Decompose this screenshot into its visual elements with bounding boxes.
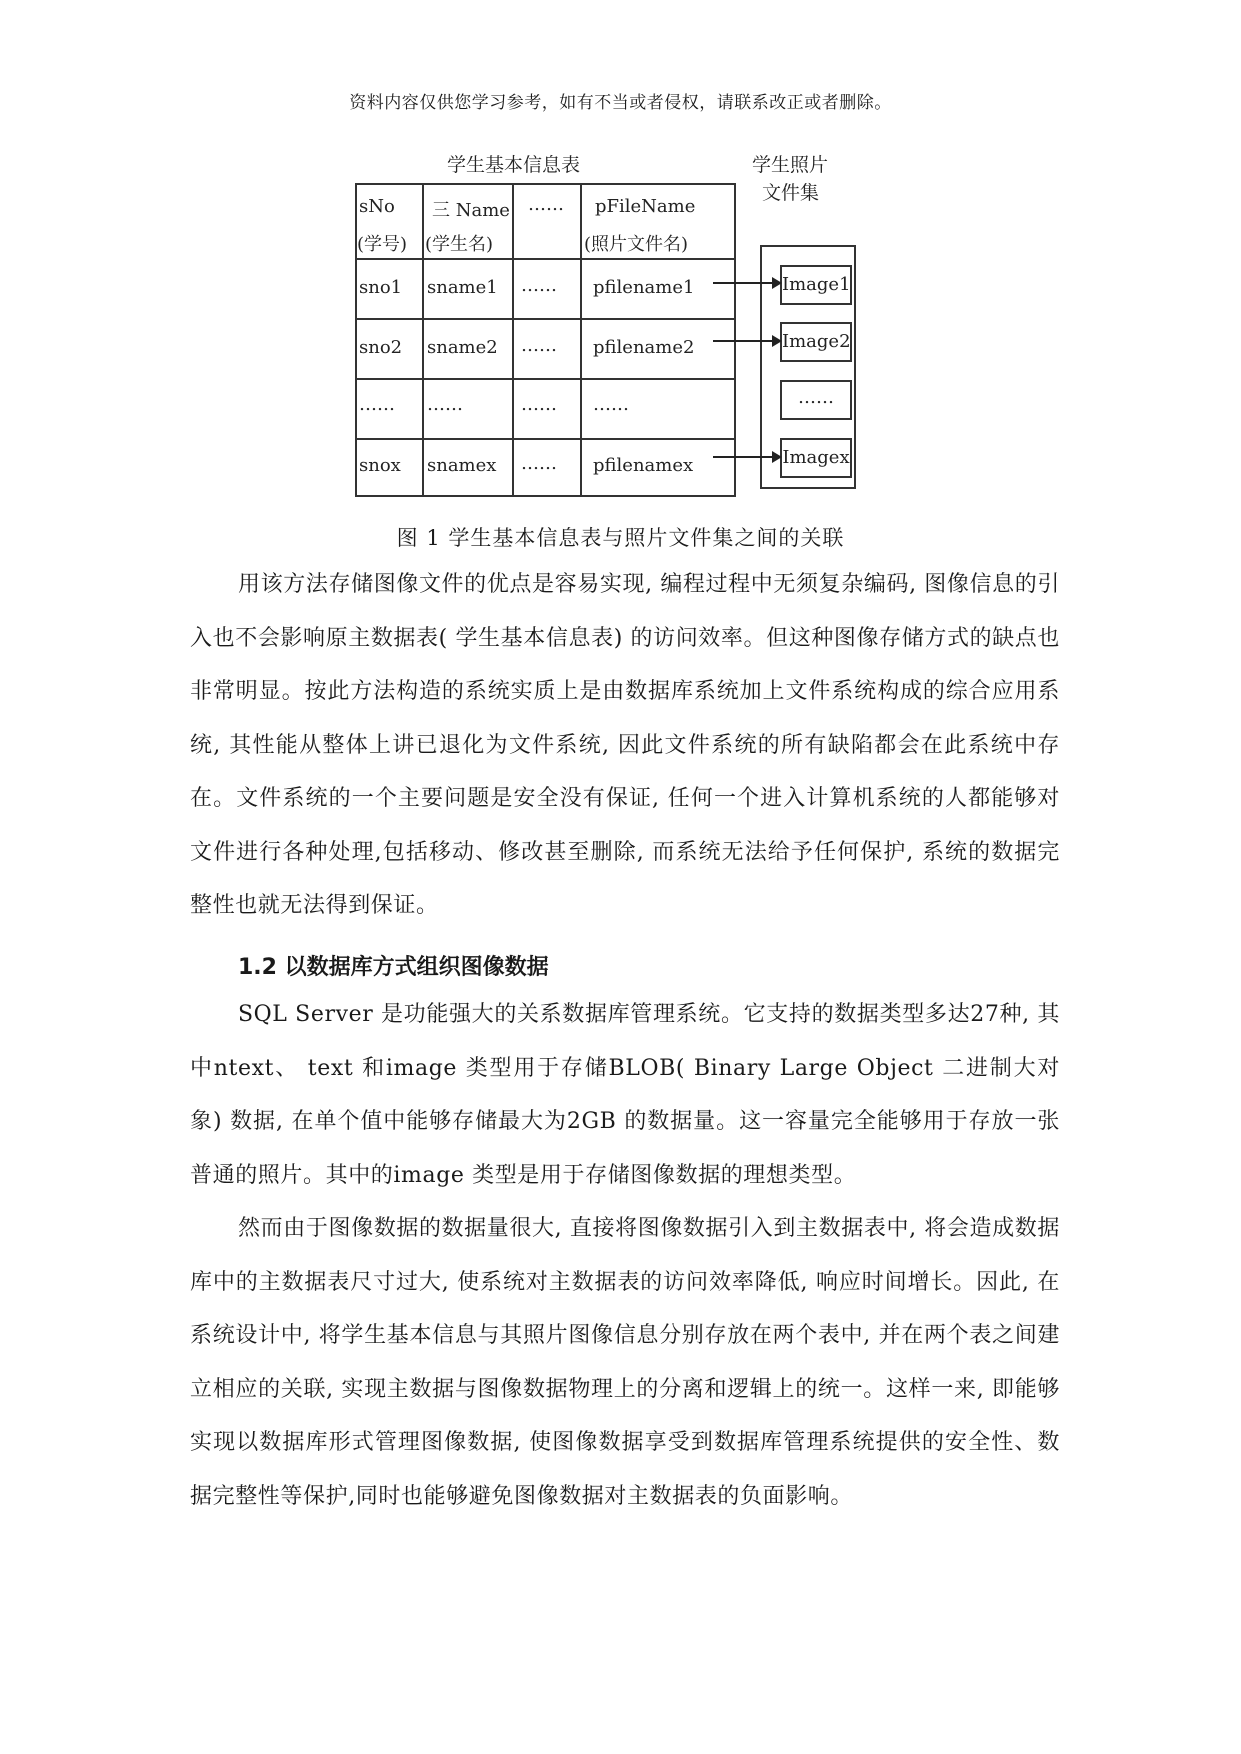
table-cell: ……: [521, 335, 557, 356]
table-border-top: [355, 183, 736, 185]
paragraph-1: 用该方法存储图像文件的优点是容易实现, 编程过程中无须复杂编码, 图像信息的引入也不会影响原主数据表( 学生基本信息表) 的访问效率。但这种图像存储方式的缺点也非常明显。按此方法构造的系统实质上是由数据库系统加上文件系统构成的综合应用系统, 其性能从整体上讲已退化为文件系统, 因此文件系统的所有缺陷都会在此系统中存在。文件系统的一个主要问题是安全没有保证, 任何一个进入计算机系统的人都能够对文件进行各种处理,包括移动、修改甚至删除, 而系统无法给予任何保护, 系统的数据完整性也就无法得到保证。: [190, 572, 1060, 918]
fileset-title-line2: 文件集: [762, 182, 820, 204]
header-cell: pFileName: [595, 196, 696, 217]
arrow-head-icon: [772, 451, 782, 463]
table-cell: ……: [593, 394, 629, 415]
table-rule: [355, 438, 736, 440]
table-cell: ……: [521, 275, 557, 296]
file-box: ……: [780, 380, 852, 420]
paragraph-2: SQL Server 是功能强大的关系数据库管理系统。它支持的数据类型多达27种, 其中ntext、 text 和image 类型用于存储BLOB( Binary Large Object 二进制大对象) 数据, 在单个值中能够存储最大为2GB 的数据量。这一容量完全能够用于存放一张普通的照片。其中的image 类型是用于存储图像数据的理想类型。: [190, 1002, 1060, 1188]
table-title: 学生基本信息表: [447, 154, 581, 176]
table-cell: ……: [521, 394, 557, 415]
arrow-line: [713, 456, 773, 458]
fileset-title-line1: 学生照片: [752, 154, 829, 176]
arrow-line: [713, 282, 773, 284]
table-border-bottom: [355, 495, 736, 497]
table-cell: pfilename2: [593, 337, 695, 358]
arrow-head-icon: [772, 277, 782, 289]
table-rule: [355, 378, 736, 380]
paragraph-3: 然而由于图像数据的数据量很大, 直接将图像数据引入到主数据表中, 将会造成数据库中的主数据表尺寸过大, 使系统对主数据表的访问效率降低, 响应时间增长。因此, 在系统设计中, 将学生基本信息与其照片图像信息分别存放在两个表中, 并在两个表之间建立相应的关联, 实现主数据与图像数据物理上的分离和逻辑上的统一。这样一来, 即能够实现以数据库形式管理图像数据, 使图像数据享受到数据库管理系统提供的安全性、数据完整性等保护,同时也能够避免图像数据对主数据表的负面影响。: [190, 1216, 1060, 1509]
table-cell: sname1: [427, 277, 498, 298]
table-cell: ……: [521, 453, 557, 474]
header-cell: (学号): [357, 234, 408, 255]
header-cell: (照片文件名): [584, 234, 689, 255]
arrow-line: [713, 340, 773, 342]
file-box: Imagex: [780, 438, 852, 478]
table-cell: sno1: [359, 277, 403, 298]
table-cell: snox: [359, 455, 401, 476]
table-cell: ……: [359, 394, 395, 415]
table-cell: snamex: [427, 455, 497, 476]
file-box: Image1: [780, 265, 852, 305]
header-cell: 三 Name: [432, 200, 510, 221]
figure-table-fileset: [355, 150, 875, 510]
table-col-divider: [512, 183, 514, 497]
table-rule: [355, 258, 736, 260]
header-cell: ……: [528, 194, 564, 215]
table-cell: sname2: [427, 337, 498, 358]
table-cell: sno2: [359, 337, 403, 358]
page-disclaimer: 资料内容仅供您学习参考，如有不当或者侵权，请联系改正或者删除。: [349, 93, 892, 113]
arrow-head-icon: [772, 335, 782, 347]
figure-caption: 图 1 学生基本信息表与照片文件集之间的关联: [396, 526, 845, 550]
table-col-divider: [580, 183, 582, 497]
section-heading: 1.2 以数据库方式组织图像数据: [238, 955, 549, 980]
header-cell: sNo: [359, 196, 395, 217]
table-cell: pfilenamex: [593, 455, 694, 476]
table-cell: pfilename1: [593, 277, 695, 298]
table-rule: [355, 318, 736, 320]
file-box: Image2: [780, 322, 852, 362]
table-cell: ……: [427, 394, 463, 415]
table-col-divider: [422, 183, 424, 497]
header-cell: (学生名): [425, 234, 494, 255]
